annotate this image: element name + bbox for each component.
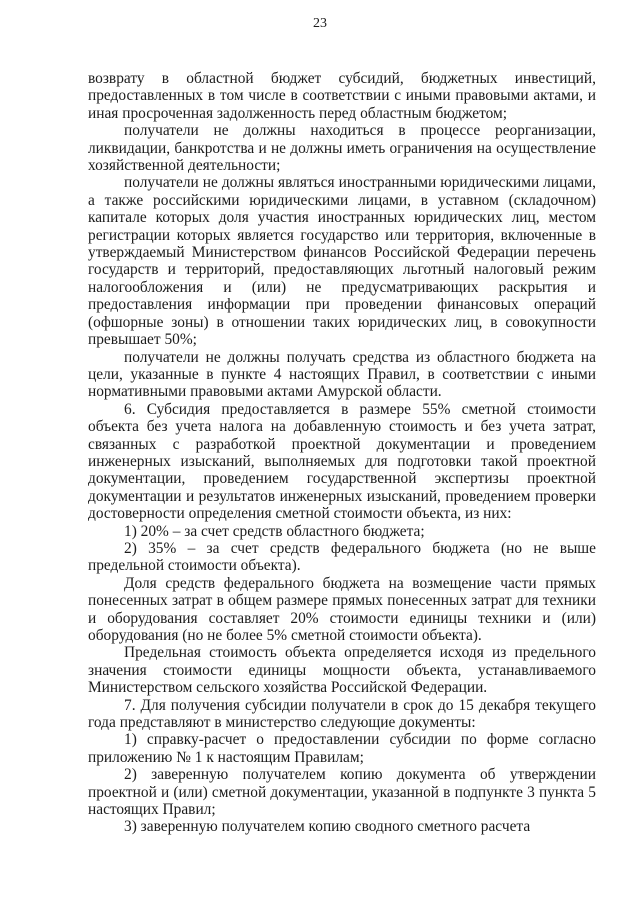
list-item-approval-document: 2) заверенную получателем копию документа об утверждении проектной и (или) сметной документации, указанной в подпункте 3 пункта 5 настоящих Правил; — [88, 766, 596, 819]
list-item-estimate-copy: 3) заверенную получателем копию сводного сметного расчета — [124, 818, 531, 836]
paragraph-subsidy-amount: 6. Субсидия предоставляется в размере 55% сметной стоимости объекта без учета налога на добавленную стоимость и без учета затрат, связанных с разработкой проектной документации и проведением инженерных изысканий, выполняемых для подготовки такой проектной документации, проведением государственной экспертизы проектной документации и результатов инженерных изысканий, проведением проверки достоверности определения сметной стоимости объекта, из них: — [88, 400, 596, 523]
paragraph-equipment-share: Доля средств федерального бюджета на возмещение части прямых понесенных затрат в общем размере прямых понесенных затрат для техники и оборудования составляет 20% стоимости единицы техники и (или) оборудования (но не более 5% сметной стоимости объекта). — [88, 574, 596, 644]
page-number: 23 — [313, 16, 327, 31]
paragraph-no-double-funding: получатели не должны получать средства из областного бюджета на цели, указанные в пункте 4 настоящих Правил, в соответствии с иными нормативными правовыми актами Амурской области. — [88, 348, 596, 401]
paragraph-max-cost: Предельная стоимость объекта определяется исходя из предельного значения стоимости единицы мощности объекта, устанавливаемого Министерством сельского хозяйства Российской Федерации. — [88, 644, 596, 697]
paragraph-no-reorganization: получатели не должны находиться в процессе реорганизации, ликвидации, банкротства и не должны иметь ограничения на осуществление хозяйственной деятельности; — [88, 122, 596, 175]
paragraph-documents-deadline: 7. Для получения субсидии получатели в срок до 15 декабря текущего года представляют в министерство следующие документы: — [88, 696, 596, 732]
paragraph-continuation: возврату в областной бюджет субсидий, бюджетных инвестиций, предоставленных в том числе в соответствии с иными правовыми актами, и иная просроченная задолженность перед областным бюджетом; — [88, 70, 596, 122]
list-item-regional-share: 1) 20% – за счет средств областного бюджета; — [124, 522, 425, 540]
paragraph-not-foreign-entities: получатели не должны являться иностранными юридическими лицами, а также российскими юридическими лицами, в уставном (складочном) капитале которых доля участия иностранных юридических лиц, местом регистрации которых является государство или территория, включенные в утверждаемый Министерством финансов Российской Федерации перечень государств и территорий, предоставляющих льготный налоговый режим налогообложения и (или) не предусматривающих раскрытия и предоставления информации при проведении финансовых операций (офшорные зоны) в отношении таких юридических лиц, в совокупности превышает 50%; — [88, 174, 596, 349]
list-item-federal-share: 2) 35% – за счет средств федерального бюджета (но не выше предельной стоимости объекта). — [88, 539, 596, 575]
list-item-calculation-certificate: 1) справку-расчет о предоставлении субсидии по форме согласно приложению № 1 к настоящим Правилам; — [88, 731, 596, 766]
document-body — [88, 70, 596, 836]
